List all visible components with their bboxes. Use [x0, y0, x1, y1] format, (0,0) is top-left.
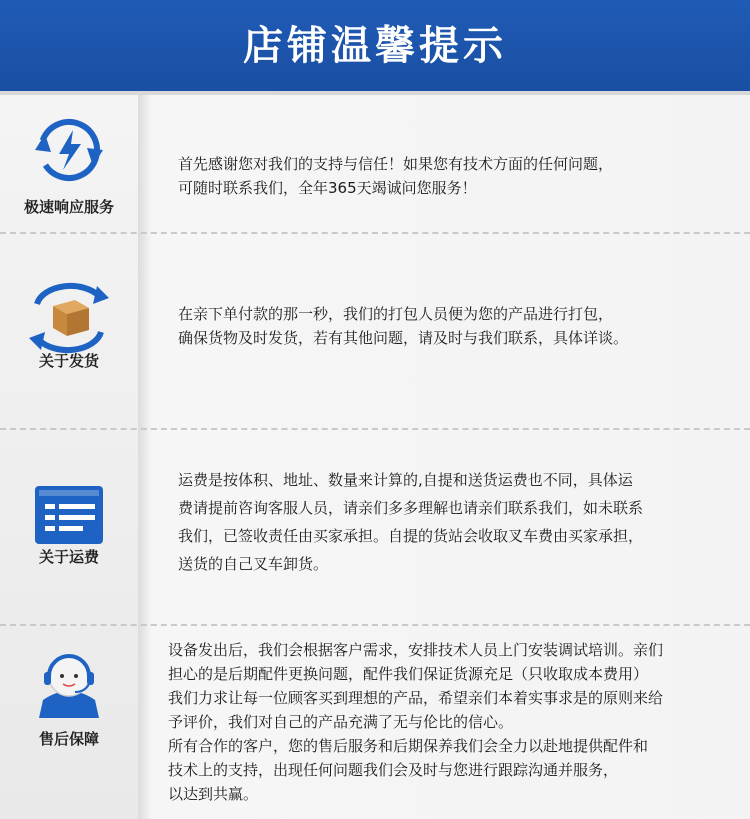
- invoice-list-icon: [19, 474, 119, 554]
- section-text: [178, 152, 613, 200]
- text-line: 确保货物及时发货，若有其他问题，请及时与我们联系，具体详谈。: [178, 329, 629, 347]
- text-line: 设备发出后，我们会根据客户需求，安排技术人员上门安装调试培训。亲们: [168, 641, 664, 659]
- text-line: 技术上的支持，出现任何问题我们会及时与您进行跟踪沟通并服务，: [168, 761, 619, 779]
- text-line: 所有合作的客户，您的售后服务和后期保养我们会全力以赴地提供配件和: [168, 737, 649, 755]
- lightning-refresh-icon: [19, 110, 119, 190]
- text-line: 担心的是后期配件更换问题，配件我们保证货源充足（只收取成本费用）: [168, 665, 649, 683]
- header-banner: [0, 0, 750, 95]
- section-label: 关于发货: [38, 352, 99, 370]
- section-label: 极速响应服务: [23, 198, 114, 216]
- text-line: 以达到共赢。: [168, 785, 259, 803]
- section-text: [178, 302, 628, 350]
- section-label: 关于运费: [38, 548, 99, 566]
- text-line: 送货的自己叉车卸货。: [178, 555, 329, 573]
- section-text: [168, 638, 663, 806]
- page-title: 店铺温馨提示: [243, 23, 507, 69]
- text-line: 首先感谢您对我们的支持与信任！如果您有技术方面的任何问题，: [178, 155, 614, 173]
- text-line: 可随时联系我们，全年365天竭诚问您服务！: [178, 179, 477, 197]
- section-divider: [0, 428, 750, 430]
- text-line: 运费是按体积、地址、数量来计算的,自提和送货运费也不同，具体运: [178, 471, 633, 489]
- text-line: 予评价，我们对自己的产品充满了无与伦比的信心。: [168, 713, 514, 731]
- section-divider: [0, 624, 750, 626]
- box-cycle-icon: [19, 278, 119, 358]
- section-label: 售后保障: [38, 730, 99, 748]
- text-line: 我们，已签收责任由买家承担。自提的货站会收取叉车费由买家承担，: [178, 527, 644, 545]
- text-line: 在亲下单付款的那一秒，我们的打包人员便为您的产品进行打包，: [178, 305, 614, 323]
- text-line: 我们力求让每一位顾客买到理想的产品，希望亲们本着实事求是的原则来给: [168, 689, 664, 707]
- text-line: 费请提前咨询客服人员，请亲们多多理解也请亲们联系我们，如未联系: [178, 499, 644, 517]
- support-headset-icon: [19, 642, 119, 722]
- section-divider: [0, 232, 750, 234]
- section-text: [178, 466, 643, 578]
